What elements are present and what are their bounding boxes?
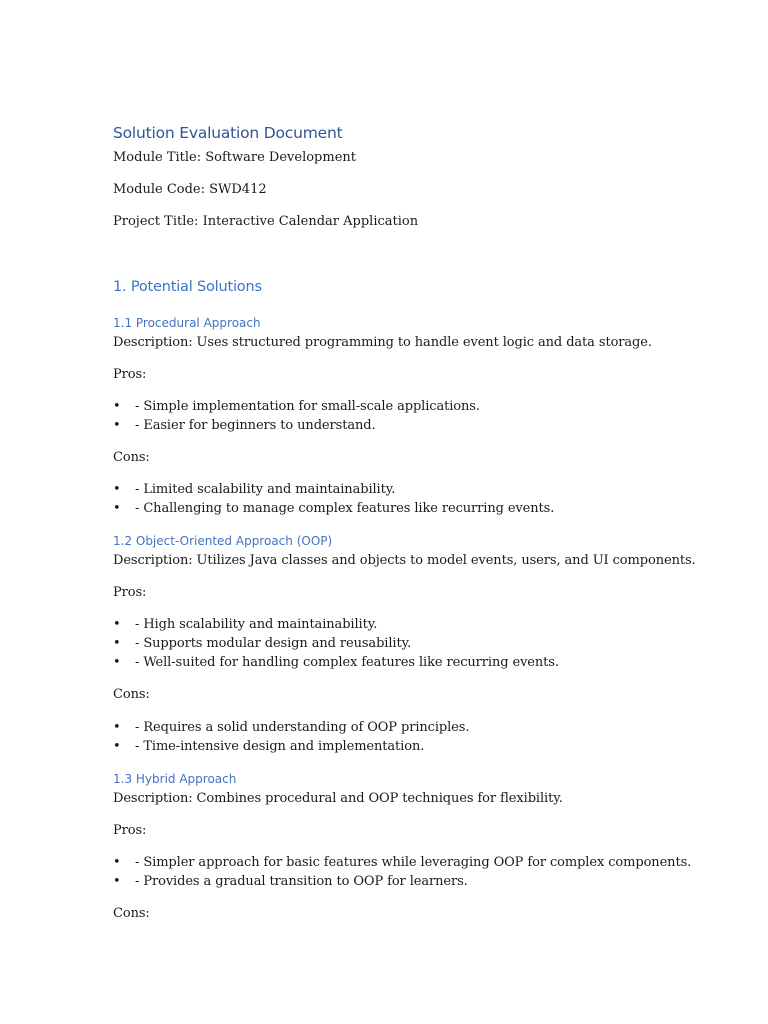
bullet-icon: • <box>113 501 121 516</box>
list-item-text: - Simpler approach for basic features while leveraging OOP for complex components. <box>135 855 692 870</box>
oop-pros-label: Pros: <box>113 585 147 600</box>
oop-cons-label: Cons: <box>113 687 150 702</box>
list-item <box>113 636 411 651</box>
module-title: Module Title: Software Development <box>113 150 356 165</box>
project-title: Project Title: Interactive Calendar Application <box>113 214 419 229</box>
bullet-icon: • <box>113 655 121 670</box>
list-item <box>113 739 424 754</box>
list-item-text: - Easier for beginners to understand. <box>135 418 376 433</box>
bullet-icon: • <box>113 399 121 414</box>
list-item <box>113 399 480 414</box>
oop-description: Description: Utilizes Java classes and objects to model events, users, and UI components. <box>113 553 696 568</box>
subsection-heading-procedural: 1.1 Procedural Approach <box>113 316 261 330</box>
list-item <box>113 501 554 516</box>
list-item <box>113 874 468 889</box>
list-item-text: - Well-suited for handling complex features like recurring events. <box>135 655 559 670</box>
bullet-icon: • <box>113 636 121 651</box>
procedural-description: Description: Uses structured programming to handle event logic and data storage. <box>113 335 652 350</box>
list-item-text: - Time-intensive design and implementation. <box>135 739 425 754</box>
list-item <box>113 855 691 870</box>
list-item-text: - Simple implementation for small-scale applications. <box>135 399 480 414</box>
list-item <box>113 720 469 735</box>
procedural-pros-label: Pros: <box>113 367 147 382</box>
section-heading-potential-solutions: 1. Potential Solutions <box>113 279 262 295</box>
list-item-text: - Supports modular design and reusability. <box>135 636 412 651</box>
list-item-text: - Limited scalability and maintainability. <box>135 482 396 497</box>
list-item-text: - Challenging to manage complex features like recurring events. <box>135 501 555 516</box>
bullet-icon: • <box>113 482 121 497</box>
document-title: Solution Evaluation Document <box>113 124 343 142</box>
list-item <box>113 655 559 670</box>
bullet-icon: • <box>113 418 121 433</box>
subsection-heading-oop: 1.2 Object-Oriented Approach (OOP) <box>113 534 333 548</box>
bullet-icon: • <box>113 739 121 754</box>
list-item <box>113 617 377 632</box>
bullet-icon: • <box>113 855 121 870</box>
procedural-cons-label: Cons: <box>113 450 150 465</box>
bullet-icon: • <box>113 874 121 889</box>
list-item <box>113 418 376 433</box>
module-code: Module Code: SWD412 <box>113 182 267 197</box>
list-item-text: - High scalability and maintainability. <box>135 617 378 632</box>
bullet-icon: • <box>113 720 121 735</box>
list-item-text: - Requires a solid understanding of OOP principles. <box>135 720 470 735</box>
list-item-text: - Provides a gradual transition to OOP for learners. <box>135 874 468 889</box>
subsection-heading-hybrid: 1.3 Hybrid Approach <box>113 772 237 786</box>
hybrid-description: Description: Combines procedural and OOP techniques for flexibility. <box>113 791 563 806</box>
hybrid-pros-label: Pros: <box>113 823 147 838</box>
hybrid-cons-label: Cons: <box>113 906 150 921</box>
list-item <box>113 482 395 497</box>
bullet-icon: • <box>113 617 121 632</box>
